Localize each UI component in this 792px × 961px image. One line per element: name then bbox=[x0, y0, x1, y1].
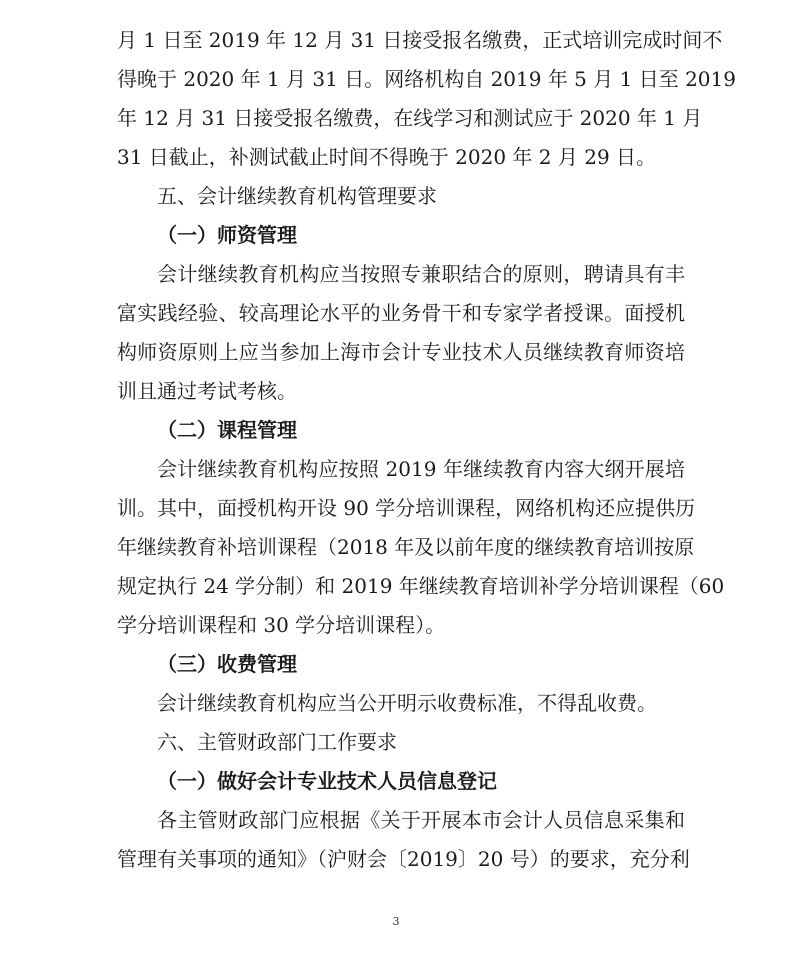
body-text-line: 会计继续教育机构应当公开明示收费标准，不得乱收费。 bbox=[157, 691, 657, 715]
body-text-line: 管理有关事项的通知》（沪财会〔2019〕20 号）的要求，充分利 bbox=[117, 847, 690, 871]
body-text-line: 富实践经验、较高理论水平的业务骨干和专家学者授课。面授机 bbox=[117, 301, 685, 325]
section-heading: 六、主管财政部门工作要求 bbox=[157, 730, 397, 754]
body-text-line: 学分培训课程和 30 学分培训课程）。 bbox=[117, 613, 446, 637]
body-text-line: 规定执行 24 学分制）和 2019 年继续教育培训补学分培训课程（60 bbox=[117, 574, 725, 598]
body-text-line: 会计继续教育机构应当按照专兼职结合的原则，聘请具有丰 bbox=[157, 262, 685, 286]
body-text-line: 会计继续教育机构应按照 2019 年继续教育内容大纲开展培 bbox=[157, 457, 685, 481]
body-text-line: 构师资原则上应当参加上海市会计专业技术人员继续教育师资培 bbox=[117, 340, 685, 364]
body-text-line: 年 12 月 31 日接受报名缴费，在线学习和测试应于 2020 年 1 月 bbox=[117, 106, 703, 130]
body-text-line: 得晚于 2020 年 1 月 31 日。网络机构自 2019 年 5 月 1 日至 2019 bbox=[117, 67, 736, 91]
subsection-heading: （一）师资管理 bbox=[157, 223, 297, 247]
section-heading: 五、会计继续教育机构管理要求 bbox=[157, 184, 437, 208]
body-text-line: 月 1 日至 2019 年 12 月 31 日接受报名缴费，正式培训完成时间不 bbox=[117, 28, 723, 52]
body-text-line: 31 日截止，补测试截止时间不得晚于 2020 年 2 月 29 日。 bbox=[117, 145, 657, 169]
subsection-heading: （三）收费管理 bbox=[157, 652, 297, 676]
body-text-line: 年继续教育补培训课程（2018 年及以前年度的继续教育培训按原 bbox=[117, 535, 695, 559]
body-text-line: 训且通过考试考核。 bbox=[117, 379, 297, 403]
subsection-heading: （一）做好会计专业技术人员信息登记 bbox=[157, 769, 497, 793]
subsection-heading: （二）课程管理 bbox=[157, 418, 297, 442]
page-number: 3 bbox=[392, 915, 400, 928]
body-text-line: 各主管财政部门应根据《关于开展本市会计人员信息采集和 bbox=[157, 808, 685, 832]
body-text-line: 训。其中，面授机构开设 90 学分培训课程，网络机构还应提供历 bbox=[117, 496, 696, 520]
